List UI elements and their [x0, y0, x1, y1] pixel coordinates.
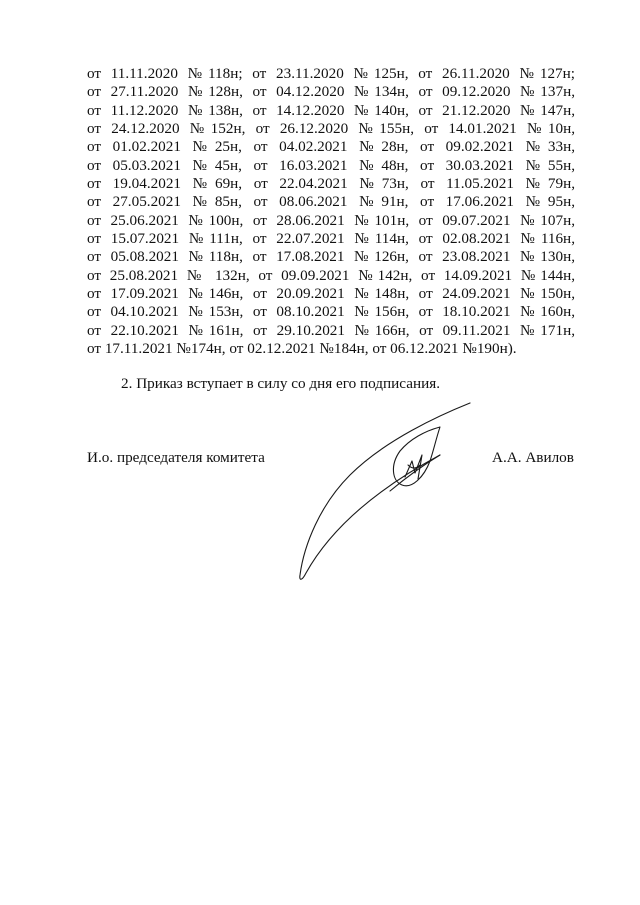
signature-stroke	[393, 427, 440, 486]
signature-stroke	[300, 403, 470, 579]
signatory-position: И.о. председателя комитета	[87, 449, 265, 466]
paragraph-line: от 05.03.2021 №45н, от 16.03.2021 №48н, от 30.03.2021 №55н,	[87, 156, 575, 174]
paragraph-line: от 25.06.2021 №100н, от 28.06.2021 №101н, от 09.07.2021 №107н,	[87, 211, 575, 229]
paragraph-line: от 11.11.2020 №118н; от 23.11.2020 №125н, от 26.11.2020 №127н;	[87, 65, 575, 82]
paragraph-line: от 04.10.2021 №153н, от 08.10.2021 №156н, от 18.10.2021 №160н,	[87, 303, 575, 321]
paragraph-line: от 11.12.2020 №138н, от 14.12.2020 №140н, от 21.12.2020 №147н,	[87, 101, 575, 119]
paragraph-line-last: от 17.11.2021 №174н, от 02.12.2021 №184н, от 06.12.2021 №190н).	[87, 340, 517, 358]
clause-2-text: 2. Приказ вступает в силу со дня его подписания.	[121, 375, 440, 392]
orders-list-paragraph	[87, 65, 575, 359]
signature-stroke	[405, 455, 422, 479]
paragraph-line: от 24.12.2020 №152н, от 26.12.2020 №155н, от 14.01.2021 №10н,	[87, 120, 575, 138]
paragraph-line: от 22.10.2021 №161н, от 29.10.2021 №166н, от 09.11.2021 №171н,	[87, 321, 575, 339]
signatory-name: А.А. Авилов	[492, 449, 574, 466]
paragraph-line: от 05.08.2021 №118н, от 17.08.2021 №126н, от 23.08.2021 №130н,	[87, 248, 575, 266]
paragraph-line: от 27.11.2020 №128н, от 04.12.2020 №134н, от 09.12.2020 №137н,	[87, 83, 575, 101]
paragraph-line: от 15.07.2021 №111н, от 22.07.2021 №114н, от 02.08.2021 №116н,	[87, 230, 575, 248]
paragraph-line: от 19.04.2021 №69н, от 22.04.2021 №73н, от 11.05.2021 №79н,	[87, 175, 575, 193]
paragraph-line: от 25.08.2021 № 132н, от 09.09.2021 №142н, от 14.09.2021 №144н,	[87, 266, 575, 284]
paragraph-line: от 01.02.2021 №25н, от 04.02.2021 №28н, от 09.02.2021 №33н,	[87, 138, 575, 156]
paragraph-line: от 27.05.2021 №85н, от 08.06.2021 №91н, от 17.06.2021 №95н,	[87, 193, 575, 211]
handwritten-signature	[290, 395, 475, 585]
paragraph-line: от 17.09.2021 №146н, от 20.09.2021 №148н, от 24.09.2021 №150н,	[87, 285, 575, 303]
